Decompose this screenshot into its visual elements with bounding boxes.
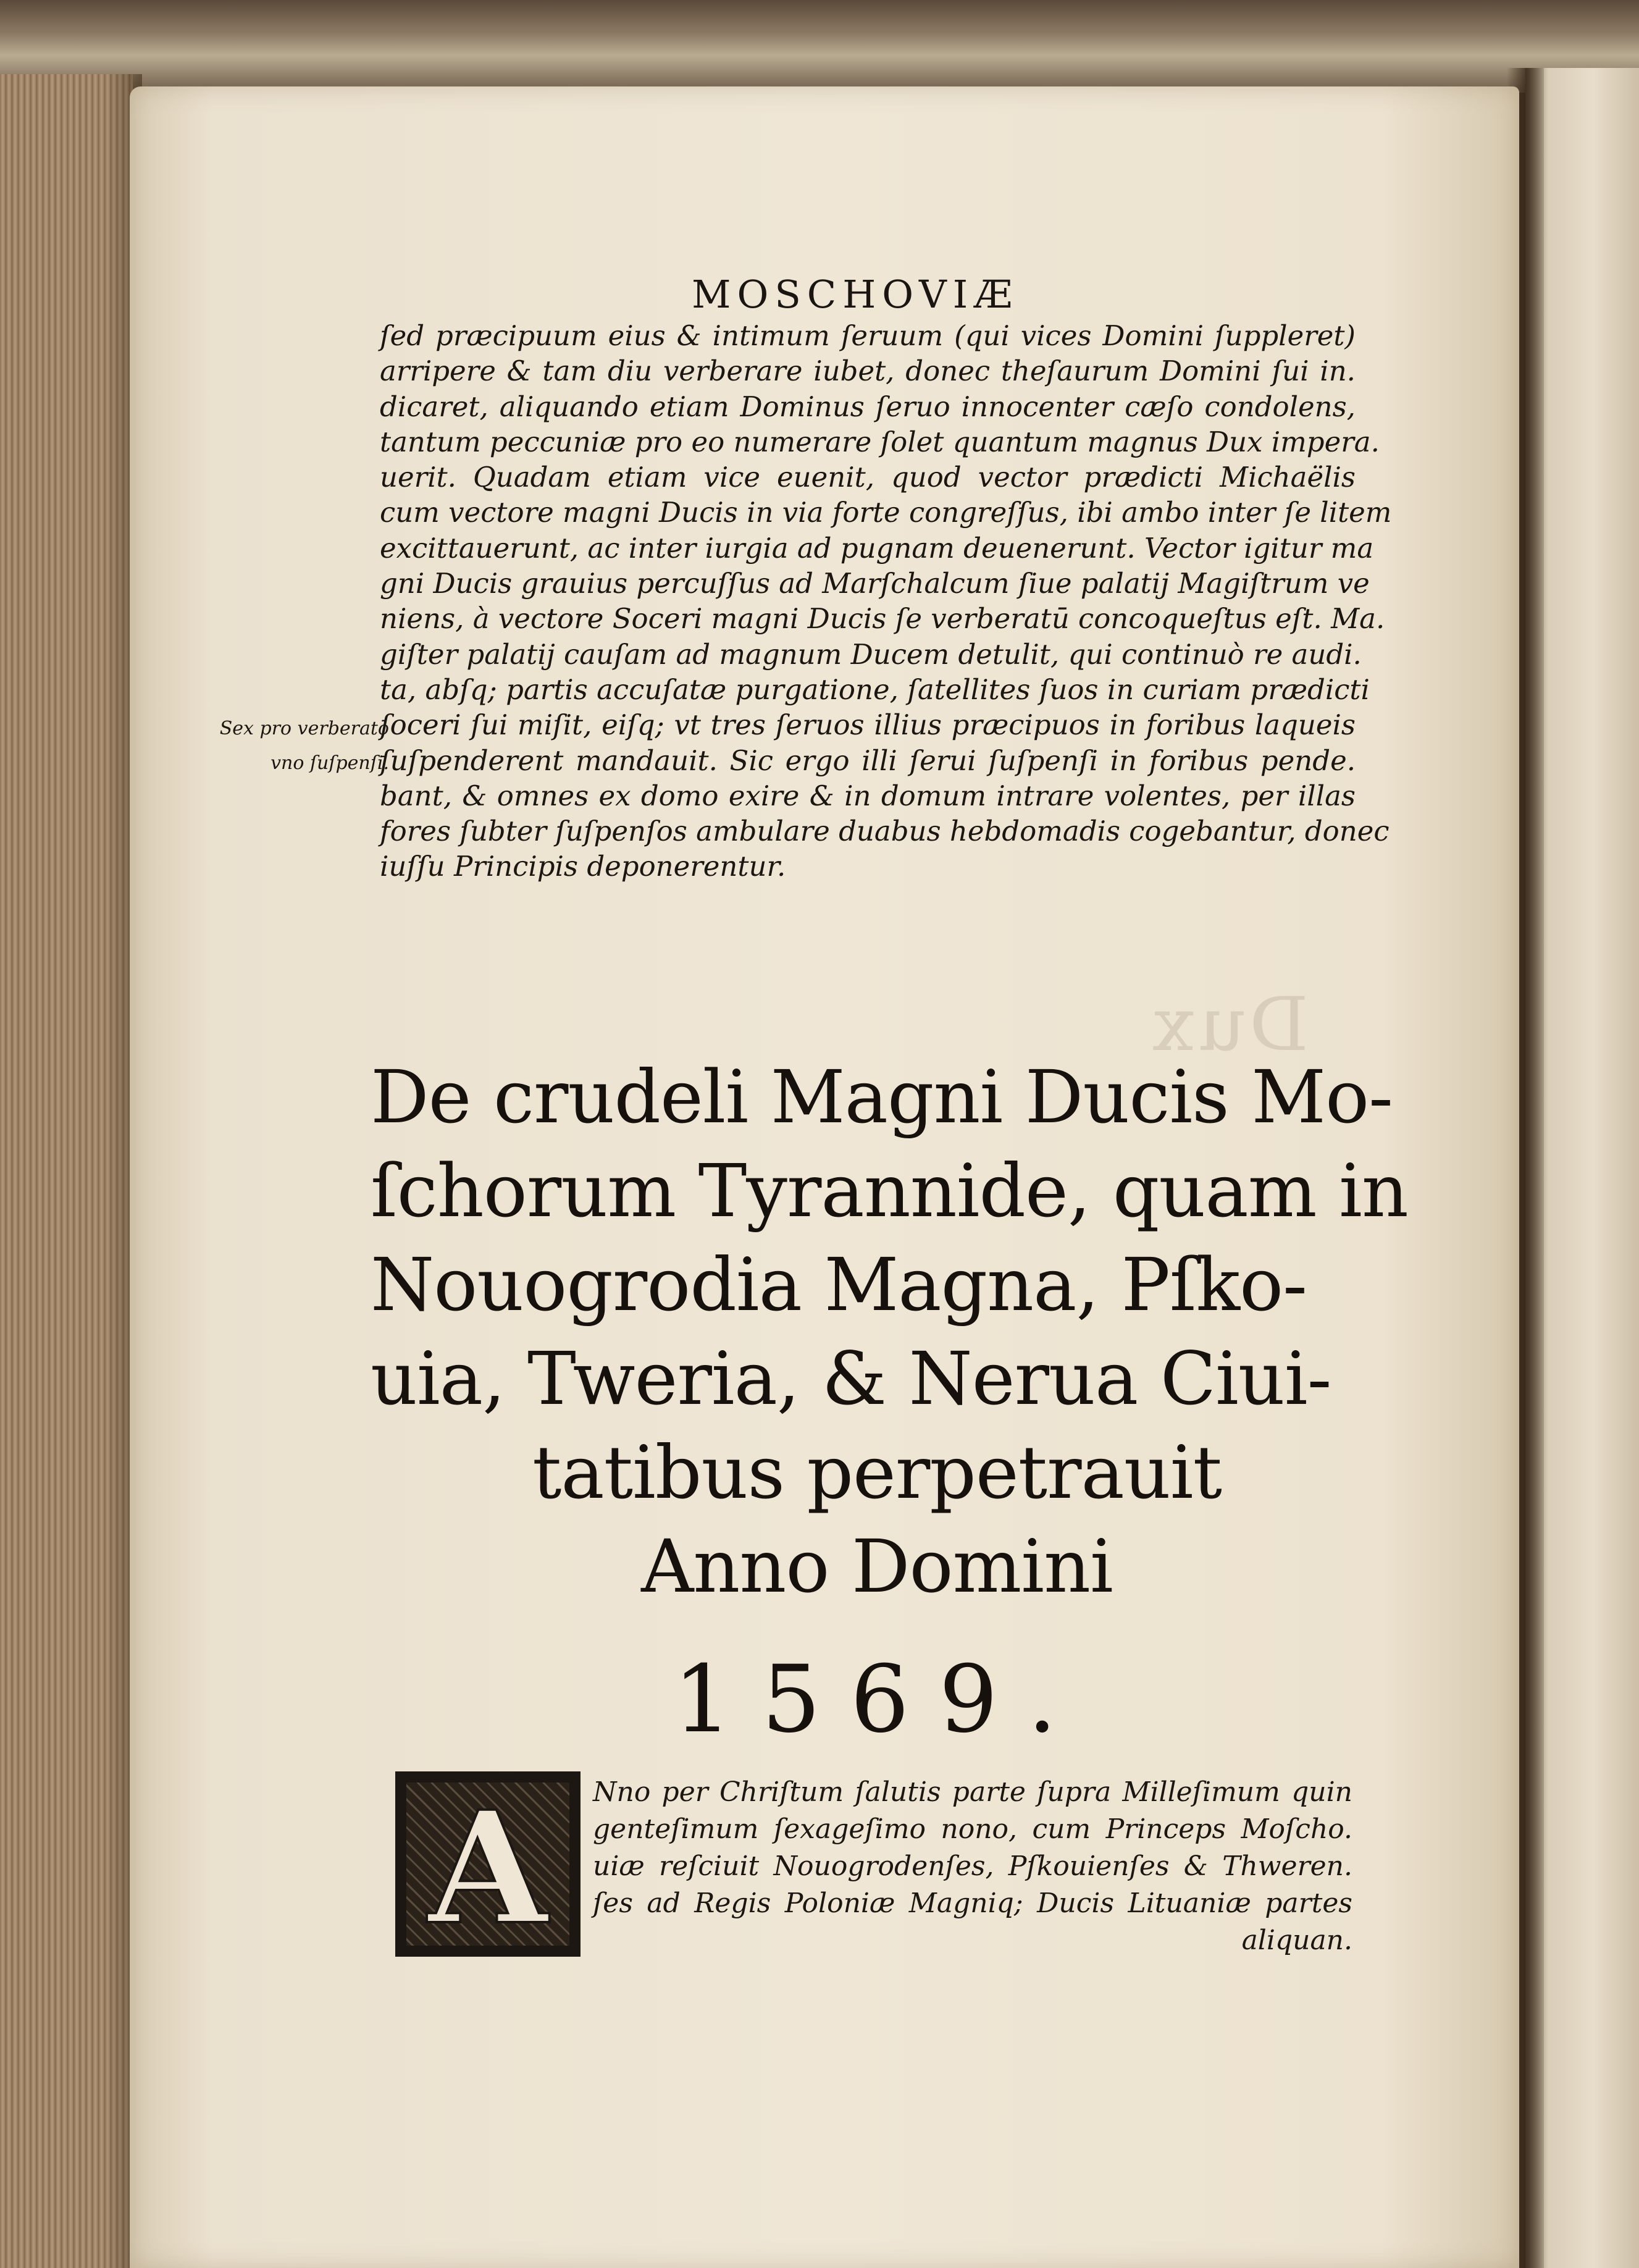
- closing-line: ſes ad Regis Poloniæ Magniq; Ducis Lituaniæ partes: [593, 1888, 1352, 1919]
- body-text: [380, 318, 1392, 884]
- body-line: iuſſu Principis deponerentur.: [380, 850, 786, 883]
- title-line: Nouogrodia Magna, Pſko-: [371, 1242, 1307, 1327]
- body-line: excittauerunt, ac inter iurgia ad pugnam deuenerunt. Vector igitur ma: [380, 531, 1374, 565]
- chapter-title: [371, 1050, 1408, 1613]
- body-line: arripere & tam diu verberare iubet, donec theſaurum Domini ſui in.: [380, 355, 1356, 388]
- margin-note-line: Sex pro verberato: [219, 718, 389, 739]
- margin-note: [185, 712, 389, 781]
- book-top-edge: [0, 0, 1639, 93]
- body-line: ſoceri ſui miſit, eiſq; vt tres ſeruos illius præcipuos in foribus laqueis: [380, 708, 1356, 742]
- show-through-text: Dux: [1149, 982, 1309, 1068]
- closing-line: genteſimum ſexageſimo nono, cum Princeps Moſcho.: [593, 1813, 1352, 1845]
- body-line: cum vectore magni Ducis in via forte congreſſus, ibi ambo inter ſe litem: [380, 496, 1392, 529]
- title-line: ſchorum Tyrannide, quam in: [371, 1148, 1408, 1233]
- closing-paragraph: [593, 1774, 1352, 1959]
- title-year: 1569.: [673, 1646, 1087, 1754]
- body-line: gni Ducis grauius percuſſus ad Marſchalcum ſiue palatij Magiſtrum ve: [380, 567, 1370, 600]
- title-line: Anno Domini: [641, 1524, 1113, 1609]
- body-line: ta, abſq; partis accuſatæ purgatione, ſatellites ſuos in curiam prædicti: [380, 673, 1370, 706]
- closing-line: Nno per Chriſtum ſalutis parte ſupra Milleſimum quin: [593, 1776, 1352, 1808]
- body-line: bant, & omnes ex domo exire & in domum intrare volentes, per illas: [380, 779, 1356, 812]
- title-line: uia, Tweria, & Nerua Ciui-: [371, 1336, 1331, 1421]
- body-line: fores ſubter ſuſpenſos ambulare duabus hebdomadis cogebantur, donec: [380, 815, 1390, 848]
- body-line: niens, à vectore Soceri magni Ducis ſe verberatū concoqueſtus eſt. Ma.: [380, 602, 1385, 636]
- initial-letter: A: [428, 1777, 548, 1959]
- body-line: ſuſpenderent mandauit. Sic ergo illi ſerui ſuſpenſi in foribus pende.: [380, 744, 1356, 777]
- running-head: MOSCHOVIÆ: [692, 272, 1019, 317]
- body-line: uerit. Quadam etiam vice euenit, quod vector prædicti Michaëlis: [380, 461, 1356, 494]
- body-line: dicaret, aliquando etiam Dominus ſeruo innocenter cæſo condolens,: [380, 390, 1356, 423]
- title-line: tatibus perpetrauit: [532, 1430, 1222, 1515]
- closing-line: uiæ reſciuit Nouogrodenſes, Pſkouienſes & Thweren.: [593, 1850, 1352, 1882]
- body-line: ſed præcipuum eius & intimum ſeruum (qui vices Domini ſuppleret): [380, 319, 1356, 352]
- decorated-initial: [395, 1771, 581, 1957]
- closing-catchword: aliquan.: [1241, 1925, 1352, 1956]
- title-line: De crudeli Magni Ducis Mo-: [371, 1054, 1393, 1140]
- body-line: tantum peccuniæ pro eo numerare ſolet quantum magnus Dux impera.: [380, 425, 1380, 458]
- body-line: giſter palatij cauſam ad magnum Ducem detulit, qui continuò re audi.: [380, 637, 1362, 671]
- margin-note-line: vno ſuſpenſi.: [270, 752, 389, 774]
